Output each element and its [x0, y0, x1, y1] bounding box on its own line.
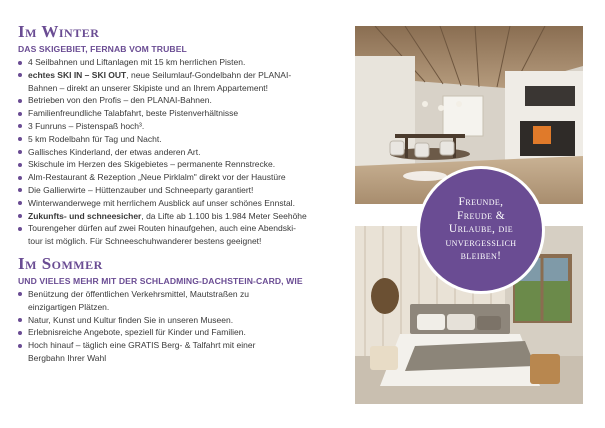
slogan-line: unvergesslich: [445, 236, 517, 249]
winter-item-text: Skischule im Herzen des Skigebietes – permanente Rennstrecke.: [28, 159, 276, 170]
winter-item-text: Familienfreundliche Talabfahrt, beste Pistenverhältnisse: [28, 108, 239, 119]
text-column: [18, 22, 343, 365]
winter-item-text: 5 km Rodelbahn für Tag und Nacht.: [28, 133, 162, 144]
summer-list-item: [18, 339, 343, 352]
summer-item-text: Benützung der öffentlichen Verkehrsmittel, Mautstraßen zu: [28, 288, 249, 299]
winter-item-text: Tourengeher dürfen auf zwei Routen hinaufgehen, auch eine Abendski-: [28, 223, 296, 234]
slogan-line: Freude &: [456, 209, 506, 222]
winter-list-item: [18, 107, 343, 120]
winter-list-item: [18, 94, 343, 107]
winter-item-text: tour ist möglich. Für Schneeschuhwanderer bestens geeignet!: [28, 236, 262, 247]
winter-list-item: [18, 120, 343, 133]
winter-list: [18, 56, 343, 248]
winter-item-text: Die Gallierwirte – Hüttenzauber und Schneeparty garantiert!: [28, 184, 254, 195]
winter-item-text: 4 Seilbahnen und Liftanlagen mit 15 km herrlichen Pisten.: [28, 57, 246, 67]
slogan-badge: [417, 166, 545, 294]
winter-item-text: Gallisches Kinderland, der etwas anderen Art.: [28, 146, 201, 157]
slogan-text: [426, 196, 536, 264]
winter-list-item: [18, 235, 343, 248]
summer-heading: Im Sommer: [18, 253, 103, 273]
summer-item-text: Bergbahn Ihrer Wahl: [28, 352, 107, 363]
winter-list-item: [18, 184, 343, 197]
summer-list-item: [18, 301, 343, 314]
winter-list-item: [18, 210, 343, 223]
winter-subheading: DAS SKIGEBIET, FERNAB VOM TRUBEL: [18, 44, 187, 54]
summer-item-text: Hoch hinauf – täglich eine GRATIS Berg- & Talfahrt mit einer: [28, 340, 256, 351]
winter-list-item: [18, 56, 343, 69]
winter-list-item: [18, 69, 343, 82]
summer-subheading: UND VIELES MEHR MIT DER SCHLADMING-DACHSTEIN-CARD, WIE: [18, 275, 303, 286]
winter-list-item: [18, 82, 343, 95]
winter-item-text: Betrieben von den Profis – den PLANAI-Bahnen.: [28, 95, 212, 106]
summer-list-item: [18, 326, 343, 339]
slogan-line: Freunde,: [458, 196, 504, 209]
winter-list-item: [18, 197, 343, 210]
winter-heading: Im Winter: [18, 22, 100, 41]
winter-list-item: [18, 146, 343, 159]
slogan-line: bleiben!: [460, 250, 502, 263]
winter-item-text: Winterwanderwege mit herrlichem Ausblick auf unser schönes Ennstal.: [28, 197, 295, 208]
winter-item-text: Alm-Restaurant & Rezeption „Neue Pirklalm" direkt vor der Haustüre: [28, 172, 286, 183]
winter-list-item: [18, 171, 343, 184]
winter-item-bold: Zukunfts- und schneesicher: [28, 210, 142, 221]
winter-list-item: [18, 133, 343, 146]
summer-list-item: [18, 314, 343, 327]
summer-list-item: [18, 288, 343, 301]
winter-item-text: Bahnen – direkt an unserer Skipiste und an Ihrem Appartement!: [28, 82, 269, 93]
summer-list: [18, 288, 343, 365]
slogan-line: Urlaube, die: [448, 223, 514, 236]
summer-item-text: einzigartigen Plätzen.: [28, 301, 110, 312]
winter-list-item: [18, 222, 343, 235]
winter-item-text: , da Lifte ab 1.100 bis 1.984 Meter Seehöhe: [141, 210, 307, 221]
summer-item-text: Natur, Kunst und Kultur finden Sie in unseren Museen.: [28, 314, 234, 325]
winter-item-bold: echtes SKI IN – SKI OUT: [28, 69, 127, 80]
summer-list-item: [18, 352, 343, 365]
winter-item-text: , neue Seilumlauf-Gondelbahn der PLANAI-: [126, 69, 292, 80]
winter-item-text: 3 Funruns – Pistenspaß hoch³.: [28, 120, 145, 131]
summer-item-text: Erlebnisreiche Angebote, speziell für Kinder und Familien.: [28, 327, 246, 338]
winter-list-item: [18, 158, 343, 171]
